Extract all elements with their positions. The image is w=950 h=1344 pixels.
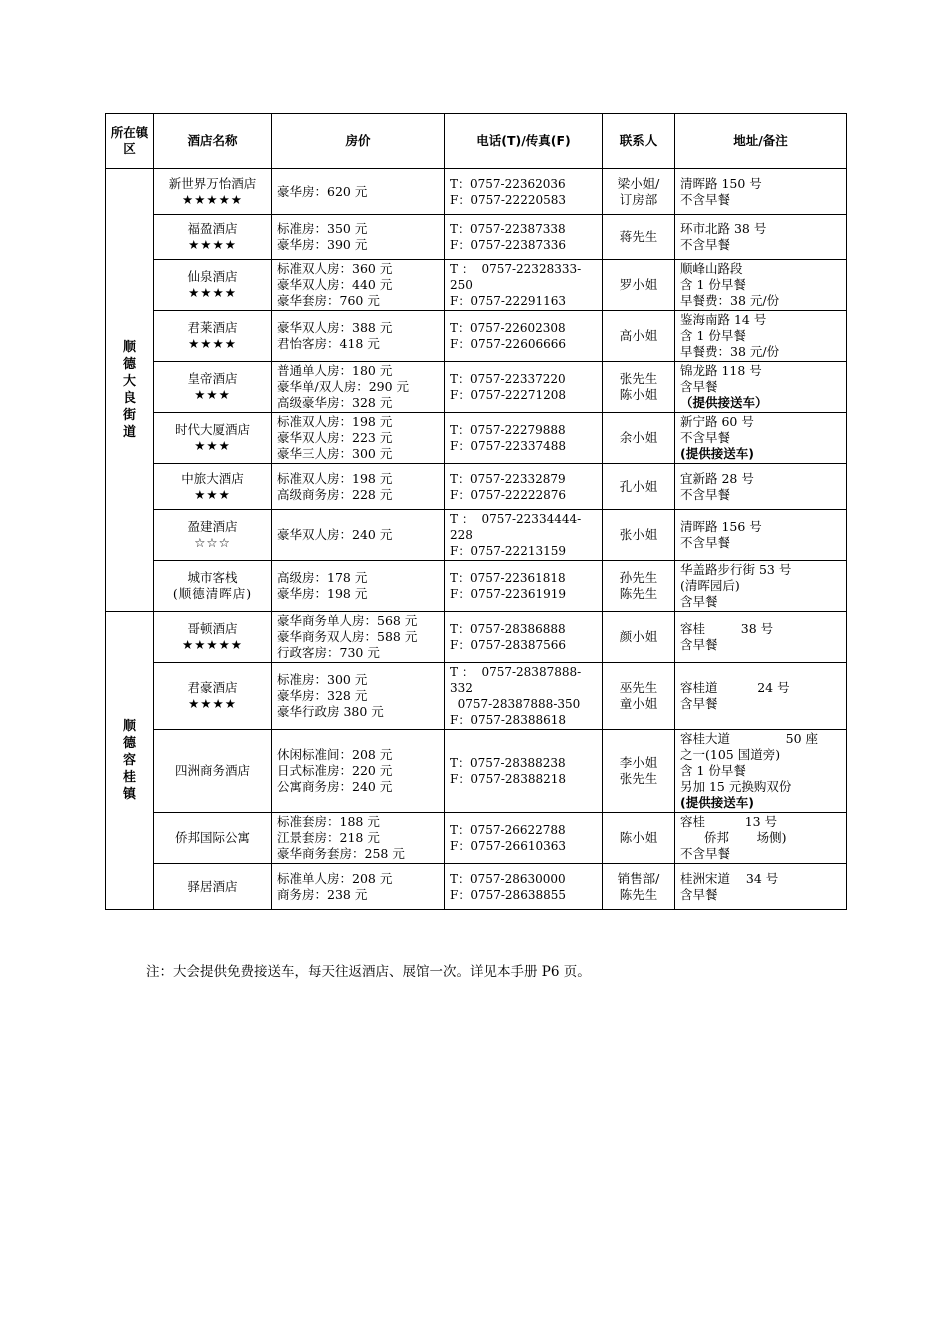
footnote: 注：大会提供免费接送车，每天往返酒店、展馆一次。详见本手册 P6 页。 — [146, 964, 591, 980]
contact-cell — [603, 510, 675, 561]
room-price: 标准双人房：198 元 — [277, 470, 393, 486]
contact-cell — [603, 260, 675, 311]
contact-cell — [603, 362, 675, 413]
hotel-rating: (顺德清晖店) — [172, 586, 253, 601]
hotel-name: 时代大厦酒店 — [174, 422, 250, 437]
address-cell — [675, 510, 847, 561]
table-row — [106, 260, 847, 311]
address-line: (清晖园后) — [680, 578, 740, 593]
hotel-name-cell — [154, 663, 272, 730]
phone-number: 0757-28387888-350 — [450, 697, 581, 711]
phone-fax-cell — [445, 730, 603, 813]
phone-fax-cell — [445, 864, 603, 910]
table-row — [106, 612, 847, 663]
address-line: 含 1 份早餐 — [680, 328, 746, 343]
room-price: 行政客房：730 元 — [277, 645, 380, 660]
contact-cell — [603, 413, 675, 464]
address-line: 不含早餐 — [680, 237, 731, 252]
phone-number: F：0757-22222876 — [450, 487, 566, 502]
phone-fax-cell — [445, 362, 603, 413]
header-phone-fax: 电话(T)/传真(F) — [445, 114, 603, 169]
hotel-name: 君豪酒店 — [187, 680, 238, 695]
phone-fax-cell — [445, 561, 603, 612]
phone-fax-cell — [445, 612, 603, 663]
hotel-name: 君莱酒店 — [187, 320, 238, 335]
room-price: 豪华套房：760 元 — [277, 293, 380, 308]
phone-number: F：0757-22606666 — [450, 337, 566, 351]
room-price-cell — [272, 663, 445, 730]
room-price-cell — [272, 464, 445, 510]
room-price: 标准房：350 元 — [277, 221, 368, 236]
contact-person: 梁小姐/ — [617, 175, 660, 191]
hotel-name: 侨邦国际公寓 — [174, 830, 250, 845]
header-contact: 联系人 — [603, 114, 675, 169]
contact-person: 高小姐 — [619, 328, 658, 343]
contact-person: 陈先生 — [619, 586, 658, 601]
hotel-name-cell — [154, 813, 272, 864]
contact-cell — [603, 864, 675, 910]
room-price: 豪华双人房：440 元 — [277, 277, 393, 292]
address-line: 容桂大道 50 座 — [680, 731, 819, 746]
room-price: 豪华三人房：300 元 — [277, 446, 393, 461]
hotel-name-cell — [154, 362, 272, 413]
contact-person: 颜小姐 — [619, 629, 658, 644]
address-line: 清晖路 150 号 — [680, 175, 762, 191]
room-price: 豪华双人房：388 元 — [277, 320, 393, 335]
room-price: 商务房：238 元 — [277, 886, 368, 902]
table-row — [106, 561, 847, 612]
contact-person: 张先生 — [619, 771, 658, 786]
table-row — [106, 169, 847, 215]
address-line: 含早餐 — [680, 379, 718, 394]
contact-person: 张先生 — [619, 371, 658, 386]
phone-number: 228 — [450, 528, 473, 542]
contact-person: 订房部 — [619, 191, 658, 207]
phone-number: T：0757-22602308 — [450, 321, 566, 335]
contact-person: 余小姐 — [619, 430, 658, 445]
phone-number: T：0757-26622788 — [450, 823, 566, 837]
phone-fax-cell — [445, 311, 603, 362]
address-cell — [675, 561, 847, 612]
room-price: 标准单人房：208 元 — [277, 870, 393, 886]
hotel-name-cell — [154, 510, 272, 561]
room-price: 公寓商务房：240 元 — [277, 779, 393, 794]
hotel-table — [105, 113, 847, 910]
hotel-rating: ★★★★★ — [181, 637, 244, 652]
address-cell — [675, 362, 847, 413]
table-row — [106, 362, 847, 413]
hotel-rating: ★★★★ — [188, 336, 237, 351]
hotel-rating: ★★★★ — [188, 237, 237, 252]
district-label: 顺德容桂镇 — [122, 719, 136, 802]
shuttle-note: (提供接送车) — [680, 795, 754, 810]
phone-fax-cell — [445, 813, 603, 864]
address-line: 不含早餐 — [680, 191, 731, 207]
hotel-name-cell — [154, 413, 272, 464]
table-row — [106, 510, 847, 561]
address-line: 早餐费：38 元/份 — [680, 293, 780, 308]
contact-cell — [603, 215, 675, 260]
address-line: 鉴海南路 14 号 — [680, 312, 767, 327]
room-price: 标准房：300 元 — [277, 672, 368, 687]
contact-person: 巫先生 — [619, 680, 658, 695]
room-price: 豪华商务双人房：588 元 — [277, 629, 418, 644]
contact-person: 蒋先生 — [619, 229, 658, 244]
room-price: 日式标准房：220 元 — [277, 763, 393, 778]
address-line: 新宁路 60 号 — [680, 414, 754, 429]
address-line: 不含早餐 — [680, 535, 731, 550]
address-cell — [675, 169, 847, 215]
hotel-name: 福盈酒店 — [187, 221, 238, 236]
phone-number: F：0757-22291163 — [450, 294, 566, 308]
header-room-price: 房价 — [272, 114, 445, 169]
address-line: 宜新路 28 号 — [680, 470, 754, 486]
room-price: 标准套房：188 元 — [277, 814, 380, 829]
room-price: 豪华商务套房：258 元 — [277, 846, 405, 861]
hotel-rating: ★★★ — [194, 438, 231, 453]
table-row — [106, 464, 847, 510]
hotel-name-cell — [154, 311, 272, 362]
address-line: 含 1 份早餐 — [680, 277, 746, 292]
room-price-cell — [272, 413, 445, 464]
room-price: 豪华商务单人房：568 元 — [277, 613, 418, 628]
hotel-name-cell — [154, 730, 272, 813]
hotel-name: 仙泉酒店 — [187, 269, 238, 284]
phone-number: T：0757-28388238 — [450, 756, 566, 770]
room-price: 豪华单/双人房：290 元 — [277, 379, 410, 394]
address-line: 容桂 38 号 — [680, 621, 774, 636]
phone-number: T：0757-28630000 — [450, 871, 566, 886]
hotel-name-cell — [154, 864, 272, 910]
hotel-name: 皇帝酒店 — [187, 371, 238, 386]
hotel-name-cell — [154, 464, 272, 510]
room-price-cell — [272, 813, 445, 864]
district-label: 顺德大良街道 — [122, 340, 136, 440]
table-body — [106, 169, 847, 910]
header-address-notes: 地址/备注 — [675, 114, 847, 169]
hotel-name: 盈建酒店 — [187, 519, 238, 534]
hotel-name: 哥顿酒店 — [187, 621, 238, 636]
contact-cell — [603, 730, 675, 813]
room-price: 豪华房：620 元 — [277, 183, 368, 199]
address-line: 含早餐 — [680, 594, 718, 609]
room-price: 高级豪华房：328 元 — [277, 395, 393, 410]
address-line: 另加 15 元换购双份 — [680, 779, 792, 794]
phone-number: T：0757-22387338 — [450, 222, 566, 236]
phone-number: T：0757-22361818 — [450, 571, 566, 585]
address-cell — [675, 413, 847, 464]
address-cell — [675, 730, 847, 813]
address-line: 顺峰山路段 — [680, 261, 743, 276]
address-line: 容桂道 24 号 — [680, 680, 790, 695]
contact-person: 童小姐 — [619, 696, 658, 711]
contact-person: 李小姐 — [619, 755, 658, 770]
hotel-rating: ★★★ — [194, 486, 231, 502]
table-row — [106, 413, 847, 464]
address-line: 环市北路 38 号 — [680, 221, 767, 236]
contact-person: 孙先生 — [619, 570, 658, 585]
district-cell — [106, 169, 154, 612]
hotel-rating: ★★★ — [194, 387, 231, 402]
contact-cell — [603, 311, 675, 362]
phone-fax-cell — [445, 215, 603, 260]
phone-number: T ： 0757-22334444- — [450, 512, 582, 526]
phone-number: T ： 0757-22328333- — [450, 262, 582, 276]
district-cell — [106, 612, 154, 910]
hotel-name-cell — [154, 612, 272, 663]
room-price-cell — [272, 864, 445, 910]
address-line: 含早餐 — [680, 637, 718, 652]
hotel-rating: ☆☆☆ — [194, 535, 231, 550]
room-price: 豪华行政房 380 元 — [277, 704, 384, 719]
phone-number: T：0757-22332879 — [450, 471, 566, 486]
room-price: 休闲标准间：208 元 — [277, 747, 393, 762]
address-line: 侨邦 场侧) — [680, 830, 787, 845]
room-price: 标准双人房：198 元 — [277, 414, 393, 429]
address-line: 含早餐 — [680, 696, 718, 711]
table-row — [106, 663, 847, 730]
room-price-cell — [272, 510, 445, 561]
address-line: 不含早餐 — [680, 486, 731, 502]
phone-number: F：0757-28388218 — [450, 772, 566, 786]
contact-person: 销售部/ — [617, 870, 660, 886]
contact-person: 陈小姐 — [619, 387, 658, 402]
address-cell — [675, 813, 847, 864]
hotel-name-cell — [154, 260, 272, 311]
phone-number: F：0757-22361919 — [450, 587, 566, 601]
hotel-rating: ★★★★★ — [181, 191, 244, 207]
address-line: 之一(105 国道旁) — [680, 747, 781, 762]
room-price-cell — [272, 311, 445, 362]
phone-number: F：0757-28387566 — [450, 638, 566, 652]
address-cell — [675, 864, 847, 910]
room-price-cell — [272, 612, 445, 663]
contact-person: 罗小姐 — [619, 277, 658, 292]
room-price: 豪华房：328 元 — [277, 688, 368, 703]
room-price-cell — [272, 169, 445, 215]
contact-cell — [603, 813, 675, 864]
hotel-name: 城市客栈 — [187, 570, 238, 585]
phone-number: F：0757-22220583 — [450, 192, 566, 207]
phone-fax-cell — [445, 510, 603, 561]
address-line: 含 1 份早餐 — [680, 763, 746, 778]
address-line: 锦龙路 118 号 — [680, 363, 762, 378]
address-line: 不含早餐 — [680, 846, 731, 861]
hotel-name: 中旅大酒店 — [181, 470, 244, 486]
phone-number: T ： 0757-28387888- — [450, 665, 582, 679]
contact-cell — [603, 169, 675, 215]
room-price: 江景套房：218 元 — [277, 830, 380, 845]
phone-number: F：0757-22337488 — [450, 439, 566, 453]
phone-number: F：0757-22271208 — [450, 388, 566, 402]
shuttle-note: (提供接送车) — [680, 446, 754, 461]
hotel-name-cell — [154, 561, 272, 612]
hotel-name-cell — [154, 215, 272, 260]
contact-person: 张小姐 — [619, 527, 658, 542]
address-cell — [675, 215, 847, 260]
address-cell — [675, 464, 847, 510]
room-price-cell — [272, 260, 445, 311]
header-district: 所在镇区 — [106, 114, 154, 169]
header-hotel-name: 酒店名称 — [154, 114, 272, 169]
hotel-name: 四洲商务酒店 — [174, 763, 250, 778]
contact-person: 陈小姐 — [619, 830, 658, 845]
table-row — [106, 311, 847, 362]
contact-person: 孔小姐 — [619, 478, 658, 494]
room-price: 豪华双人房：240 元 — [277, 527, 393, 542]
address-line: 清晖路 156 号 — [680, 519, 762, 534]
phone-number: F：0757-26610363 — [450, 839, 566, 853]
table-row — [106, 215, 847, 260]
phone-number: T：0757-22279888 — [450, 423, 566, 437]
room-price: 豪华房：198 元 — [277, 586, 368, 601]
hotel-rating: ★★★★ — [188, 696, 237, 711]
hotel-rating: ★★★★ — [188, 285, 237, 300]
phone-number: T：0757-28386888 — [450, 622, 566, 636]
address-cell — [675, 663, 847, 730]
shuttle-note: （提供接送车） — [680, 395, 768, 410]
room-price-cell — [272, 362, 445, 413]
contact-cell — [603, 612, 675, 663]
room-price: 普通单人房：180 元 — [277, 363, 393, 378]
room-price: 君怡客房：418 元 — [277, 336, 380, 351]
phone-number: F：0757-22387336 — [450, 238, 566, 252]
phone-fax-cell — [445, 464, 603, 510]
phone-number: F：0757-22213159 — [450, 544, 566, 558]
room-price: 豪华双人房：223 元 — [277, 430, 393, 445]
address-line: 含早餐 — [680, 886, 718, 902]
contact-cell — [603, 464, 675, 510]
table-header-row — [106, 114, 847, 169]
phone-fax-cell — [445, 169, 603, 215]
address-line: 华盖路步行街 53 号 — [680, 562, 792, 577]
room-price: 高级房：178 元 — [277, 570, 368, 585]
hotel-name-cell — [154, 169, 272, 215]
phone-number: F：0757-28638855 — [450, 887, 566, 902]
phone-number: 250 — [450, 278, 473, 292]
phone-number: T：0757-22362036 — [450, 176, 566, 191]
room-price: 高级商务房：228 元 — [277, 486, 393, 502]
contact-cell — [603, 663, 675, 730]
room-price-cell — [272, 561, 445, 612]
phone-fax-cell — [445, 260, 603, 311]
address-line: 容桂 13 号 — [680, 814, 778, 829]
address-cell — [675, 260, 847, 311]
address-line: 早餐费：38 元/份 — [680, 344, 780, 359]
address-line: 不含早餐 — [680, 430, 731, 445]
phone-fax-cell — [445, 413, 603, 464]
hotel-name: 新世界万怡酒店 — [168, 175, 257, 191]
phone-number: T：0757-22337220 — [450, 372, 566, 386]
address-cell — [675, 311, 847, 362]
room-price: 豪华房：390 元 — [277, 237, 368, 252]
contact-cell — [603, 561, 675, 612]
hotel-name: 驿居酒店 — [187, 878, 238, 894]
table-row — [106, 730, 847, 813]
address-cell — [675, 612, 847, 663]
phone-fax-cell — [445, 663, 603, 730]
room-price-cell — [272, 730, 445, 813]
room-price-cell — [272, 215, 445, 260]
address-line: 桂洲宋道 34 号 — [680, 870, 779, 886]
room-price: 标准双人房：360 元 — [277, 261, 393, 276]
table-row — [106, 864, 847, 910]
table-row — [106, 813, 847, 864]
phone-number: F：0757-28388618 — [450, 713, 566, 727]
phone-number: 332 — [450, 681, 473, 695]
contact-person: 陈先生 — [619, 886, 658, 902]
